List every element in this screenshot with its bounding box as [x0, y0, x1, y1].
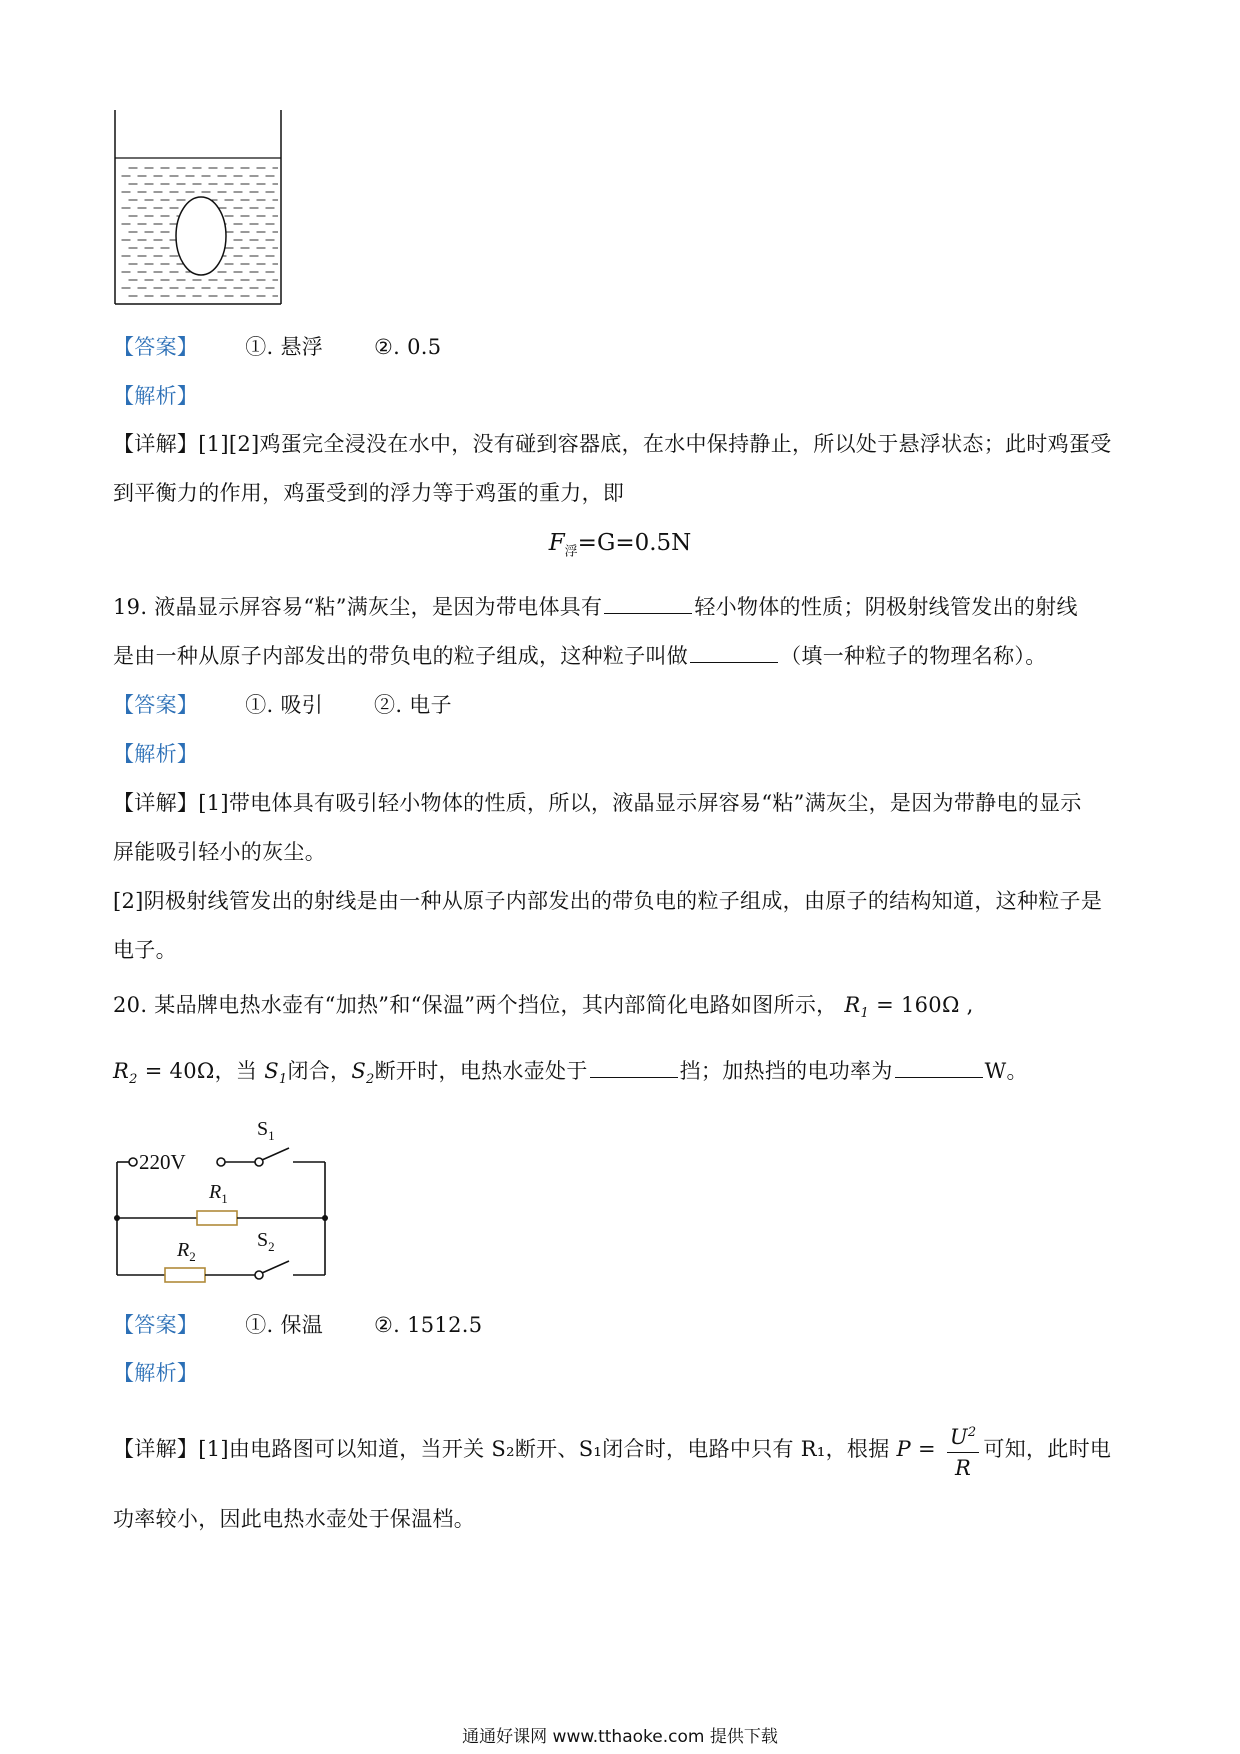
- footer-source: 通通好课网 www.tthaoke.com 提供下载: [462, 1727, 778, 1747]
- q20-text-e: 挡；加热挡的电功率为: [679, 1059, 893, 1083]
- blank-2: [690, 642, 778, 663]
- q19-text-d: （填一种粒子的物理名称）。: [780, 644, 1047, 668]
- analysis-tag: 【解析】: [113, 742, 199, 766]
- r2-label: R: [177, 1239, 190, 1261]
- q18-answer-line: [113, 332, 441, 362]
- answer-tag: 【答案】: [113, 693, 199, 717]
- formula-rest: =G=0.5N: [577, 530, 692, 556]
- s1-symbol: $S_1$: [264, 1059, 288, 1088]
- r2-symbol: $R_2$: [113, 1059, 138, 1088]
- q19-text-c: 是由一种从原子内部发出的带负电的粒子组成，这种粒子叫做: [113, 644, 689, 668]
- detail-text: [1]带电体具有吸引轻小物体的性质，所以，液晶显示屏容易“粘”满灰尘，是因为带静电的显示: [198, 791, 1082, 815]
- blank-4: [895, 1057, 983, 1078]
- answer-2: ②. 1512.5: [374, 1313, 483, 1337]
- svg-text:S2: $S_2$: [257, 1229, 275, 1254]
- r1-label: R: [209, 1181, 222, 1203]
- q20-text-a: 20. 某品牌电热水壶有“加热”和“保温”两个挡位，其内部简化电路如图所示，: [113, 993, 838, 1017]
- answer-1: ①. 保温: [245, 1313, 324, 1337]
- s2-label: S: [257, 1229, 269, 1251]
- answer-2: ②. 0.5: [374, 335, 442, 359]
- power-fraction: $\frac{U^2}{R}$: [947, 1418, 980, 1483]
- q20-text-c: 闭合，: [287, 1059, 352, 1083]
- q20-detail-line2: 功率较小，因此电热水壶处于保温档。: [113, 1507, 476, 1531]
- voltage-label: 220V: [139, 1150, 186, 1174]
- svg-text:R2: $R_2$: [177, 1239, 196, 1264]
- detail-text-a: [1]由电路图可以知道，当开关 S₂断开、S₁闭合时，电路中只有 R₁，根据: [198, 1437, 890, 1461]
- answer-1: ①. 悬浮: [245, 335, 324, 359]
- q19-answer-line: [113, 690, 452, 720]
- svg-text:R1: $R_1$: [209, 1181, 228, 1206]
- q19-detail-line1: [113, 788, 1082, 818]
- r2-value: = 40Ω: [144, 1059, 215, 1083]
- q20-answer-line: [113, 1310, 482, 1340]
- analysis-tag: 【解析】: [113, 1361, 199, 1385]
- analysis-tag: 【解析】: [113, 384, 199, 408]
- detail-tag: 【详解】: [113, 791, 199, 815]
- svg-text:S1: $S_1$: [257, 1118, 275, 1143]
- detail-text: [1][2]鸡蛋完全浸没在水中，没有碰到容器底，在水中保持静止，所以处于悬浮状态；此时鸡蛋受: [198, 432, 1112, 456]
- s2-symbol: $S_2$: [351, 1059, 375, 1088]
- q19-detail-line4: 电子。: [113, 938, 177, 962]
- q18-formula: [0, 530, 1240, 560]
- q18-detail-line2: 到平衡力的作用，鸡蛋受到的浮力等于鸡蛋的重力，即: [113, 481, 625, 505]
- q20-line1: [113, 990, 974, 1029]
- egg: [176, 197, 226, 275]
- r1-value: = 160Ω ,: [876, 993, 974, 1017]
- power-formula: P: [896, 1437, 911, 1461]
- blank-3: [590, 1057, 678, 1078]
- q18-detail-line1: [113, 429, 1112, 459]
- answer-tag: 【答案】: [113, 1313, 199, 1337]
- q19-detail-line3: [2]阴极射线管发出的射线是由一种从原子内部发出的带负电的粒子组成，由原子的结构知道，这种粒子是: [113, 889, 1103, 913]
- q20-text-b: ，当: [214, 1059, 258, 1083]
- formula-F: F: [548, 530, 565, 556]
- answer-1: ①. 吸引: [245, 693, 324, 717]
- q20-text-d: 断开时，电热水壶处于: [374, 1059, 588, 1083]
- blank-1: [604, 593, 692, 614]
- answer-tag: 【答案】: [113, 335, 199, 359]
- detail-text-b: 可知，此时电: [983, 1437, 1112, 1461]
- q20-line2: [113, 1056, 1028, 1095]
- detail-tag: 【详解】: [113, 432, 199, 456]
- q19-detail-line2: 屏能吸引轻小的灰尘。: [113, 840, 326, 864]
- answer-2: ②. 电子: [374, 693, 452, 717]
- q19-line2: [113, 641, 1047, 671]
- r1-symbol: $R_1$: [844, 993, 870, 1022]
- q19-text-a: 19. 液晶显示屏容易“粘”满灰尘，是因为带电体具有: [113, 595, 603, 619]
- detail-tag: 【详解】: [113, 1437, 199, 1461]
- circuit-diagram: [105, 1100, 345, 1300]
- formula-sub: 浮: [564, 544, 578, 560]
- q19-line1: [113, 592, 1078, 622]
- q19-text-b: 轻小物体的性质；阴极射线管发出的射线: [694, 595, 1078, 619]
- beaker-egg-figure: [110, 108, 290, 308]
- q20-text-f: W。: [984, 1059, 1028, 1083]
- s1-label: S: [257, 1118, 269, 1140]
- q20-detail-line1: 【详解】[1]由电路图可以知道，当开关 S₂断开、S₁闭合时，电路中只有 R₁，根据 P = $\frac{U^2}{R}$ 可知，此时电: [113, 1418, 1111, 1483]
